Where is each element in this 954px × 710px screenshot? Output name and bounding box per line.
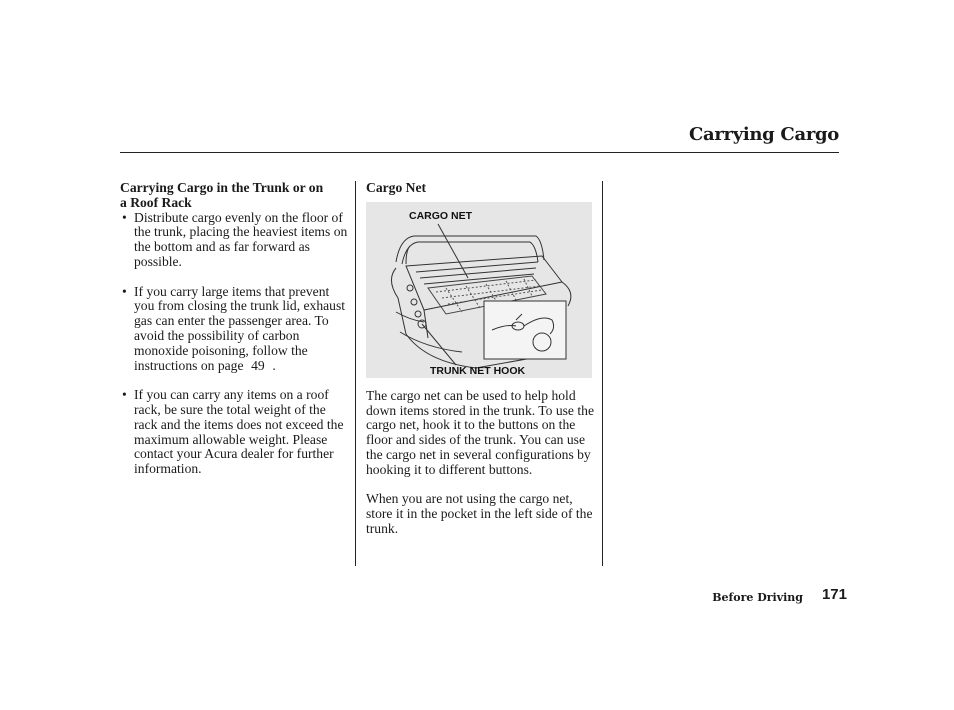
trunk-net-hook-callout: TRUNK NET HOOK xyxy=(430,364,526,377)
bullet-text: If you can carry any items on a roof rack, be sure the total weight of the rack and the items does not exceed the maximum allowable weight. Please contact your Acura dealer for further information. xyxy=(134,387,344,477)
cargo-net-callout: CARGO NET xyxy=(409,209,472,222)
bullet-item xyxy=(120,285,348,374)
bullet-dot: • xyxy=(122,283,127,299)
page-reference-link[interactable]: 49 xyxy=(251,357,265,373)
column-divider-left xyxy=(355,181,356,566)
column-divider-right xyxy=(602,181,603,566)
cargo-net-illustration xyxy=(366,202,592,378)
bullet-dot: • xyxy=(122,387,127,403)
left-column xyxy=(120,181,348,492)
right-column xyxy=(366,181,594,552)
footer-section-name: Before Driving xyxy=(712,591,803,604)
cargo-net-paragraph-2: When you are not using the cargo net, store it in the pocket in the left side of the trunk. xyxy=(366,491,593,536)
bullet-item xyxy=(120,388,348,477)
cargo-net-paragraph-1: The cargo net can be used to help hold down items stored in the trunk. To use the cargo net, hook it to the buttons on the floor and sides of the trunk. You can use the cargo net in several configurations by hooking it to different buttons. xyxy=(366,387,594,477)
bullet-dot: • xyxy=(122,209,127,225)
heading-line-2: a Roof Rack xyxy=(120,194,192,210)
page-title: Carrying Cargo xyxy=(688,124,839,145)
cargo-bullet-list xyxy=(120,211,348,477)
bullet-item xyxy=(120,211,348,270)
section-heading-trunk-roof xyxy=(120,181,348,211)
title-divider xyxy=(120,152,839,153)
bullet-text: If you carry large items that prevent you from closing the trunk lid, exhaust gas can enter the passenger area. To avoid the possibility of carbon monoxide poisoning, follow the instructions on page xyxy=(134,283,346,373)
bullet-text-end: . xyxy=(272,357,276,373)
section-heading-cargo-net: Cargo Net xyxy=(366,180,427,195)
bullet-text: Distribute cargo evenly on the floor of the trunk, placing the heaviest items on the bottom and as far forward as possible. xyxy=(134,209,348,269)
page-number: 171 xyxy=(821,586,847,603)
trunk-drawing xyxy=(366,202,592,378)
heading-line-1: Carrying Cargo in the Trunk or on xyxy=(120,180,324,195)
